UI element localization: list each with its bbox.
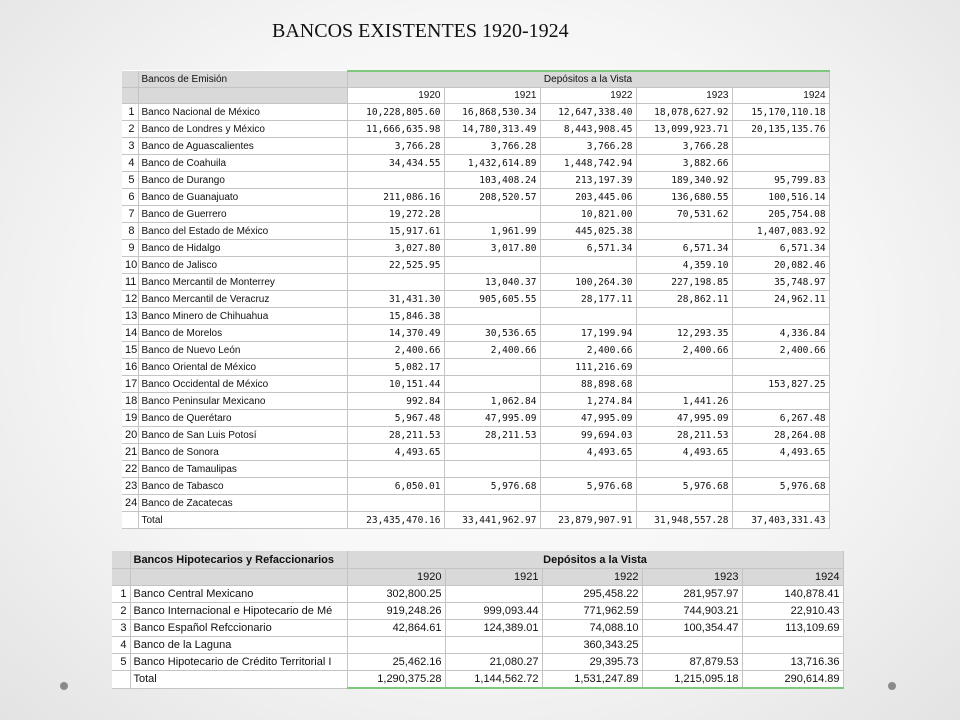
deposit-value: 13,099,923.71 — [636, 121, 732, 138]
deposit-value: 100,264.30 — [540, 274, 636, 291]
table-row — [112, 586, 843, 603]
bank-name: Banco Español Refccionario — [130, 620, 347, 637]
deposit-value: 919,248.26 — [347, 603, 445, 620]
bank-name: Banco de Hidalgo — [138, 240, 347, 257]
total-value: 33,441,962.97 — [444, 512, 540, 529]
total-value: 37,403,331.43 — [732, 512, 829, 529]
deposit-value: 140,878.41 — [742, 586, 843, 603]
corner-cell — [112, 551, 130, 569]
mortgage-banks-table — [112, 551, 844, 689]
bank-name: Banco de Tabasco — [138, 478, 347, 495]
deposit-value: 47,995.09 — [636, 410, 732, 427]
deposit-value: 12,293.35 — [636, 325, 732, 342]
blank-cell — [112, 671, 130, 689]
deposit-value: 445,025.38 — [540, 223, 636, 240]
deposit-value: 95,799.83 — [732, 172, 829, 189]
deposit-value: 771,962.59 — [542, 603, 642, 620]
deposit-value — [540, 308, 636, 325]
bank-name: Banco de San Luis Potosí — [138, 427, 347, 444]
table-row — [122, 138, 829, 155]
row-number: 22 — [122, 461, 138, 478]
year-header: 1921 — [445, 569, 542, 586]
deposit-value — [445, 586, 542, 603]
deposit-value — [636, 308, 732, 325]
row-number: 2 — [122, 121, 138, 138]
bank-name: Banco Central Mexicano — [130, 586, 347, 603]
blank-cell — [138, 88, 347, 104]
row-number: 11 — [122, 274, 138, 291]
deposit-value: 28,211.53 — [347, 427, 444, 444]
table-row — [112, 603, 843, 620]
year-header: 1922 — [542, 569, 642, 586]
blank-cell — [130, 569, 347, 586]
deposit-value: 2,400.66 — [347, 342, 444, 359]
deposit-value: 103,408.24 — [444, 172, 540, 189]
row-number: 21 — [122, 444, 138, 461]
deposit-value: 21,080.27 — [445, 654, 542, 671]
deposit-value: 5,976.68 — [540, 478, 636, 495]
deposit-value — [444, 376, 540, 393]
bank-name: Banco de Aguascalientes — [138, 138, 347, 155]
deposit-value: 13,716.36 — [742, 654, 843, 671]
table-row — [122, 461, 829, 478]
deposit-value: 4,493.65 — [732, 444, 829, 461]
table-row — [122, 444, 829, 461]
row-number: 9 — [122, 240, 138, 257]
table-row — [122, 410, 829, 427]
deposit-value — [444, 461, 540, 478]
deposit-value: 1,961.99 — [444, 223, 540, 240]
bank-name: Banco de Durango — [138, 172, 347, 189]
deposit-value: 211,086.16 — [347, 189, 444, 206]
deposit-value: 302,800.25 — [347, 586, 445, 603]
table-row — [122, 342, 829, 359]
table-row — [122, 325, 829, 342]
deposit-value: 3,882.66 — [636, 155, 732, 172]
deposit-value: 6,267.48 — [732, 410, 829, 427]
row-number: 19 — [122, 410, 138, 427]
row-number: 14 — [122, 325, 138, 342]
row-number: 24 — [122, 495, 138, 512]
deposit-value: 6,571.34 — [540, 240, 636, 257]
deposit-value: 6,050.01 — [347, 478, 444, 495]
deposit-value: 22,910.43 — [742, 603, 843, 620]
row-number: 20 — [122, 427, 138, 444]
table-row — [112, 637, 843, 654]
deposit-value: 10,821.00 — [540, 206, 636, 223]
bank-name: Banco de Tamaulipas — [138, 461, 347, 478]
deposit-value — [444, 257, 540, 274]
bank-name: Banco Mercantil de Veracruz — [138, 291, 347, 308]
deposit-value — [636, 461, 732, 478]
bank-name: Banco del Estado de México — [138, 223, 347, 240]
table-row — [122, 172, 829, 189]
bank-name: Banco de Guerrero — [138, 206, 347, 223]
deposit-value: 111,216.69 — [540, 359, 636, 376]
deposit-value: 10,151.44 — [347, 376, 444, 393]
deposit-value — [742, 637, 843, 654]
total-value: 23,879,907.91 — [540, 512, 636, 529]
blank-cell — [122, 88, 138, 104]
year-header: 1923 — [642, 569, 742, 586]
table-row — [122, 206, 829, 223]
deposit-value: 6,571.34 — [636, 240, 732, 257]
deposit-value: 4,336.84 — [732, 325, 829, 342]
row-number: 6 — [122, 189, 138, 206]
header-label: Bancos de Emisión — [138, 71, 347, 88]
table-row — [122, 478, 829, 495]
banks-of-issue-body — [122, 71, 829, 529]
nav-dot-left — [60, 682, 68, 690]
header-group: Depósitos a la Vista — [347, 551, 843, 569]
bank-name: Banco Internacional e Hipotecario de Mé — [130, 603, 347, 620]
deposit-value: 100,516.14 — [732, 189, 829, 206]
deposit-value: 905,605.55 — [444, 291, 540, 308]
deposit-value: 16,868,530.34 — [444, 104, 540, 121]
table-header-row — [122, 71, 829, 88]
table-row — [122, 257, 829, 274]
row-number: 18 — [122, 393, 138, 410]
deposit-value: 74,088.10 — [542, 620, 642, 637]
deposit-value — [732, 495, 829, 512]
year-header: 1920 — [347, 88, 444, 104]
deposit-value: 2,400.66 — [540, 342, 636, 359]
deposit-value: 31,431.30 — [347, 291, 444, 308]
bank-name: Banco Oriental de México — [138, 359, 347, 376]
deposit-value: 295,458.22 — [542, 586, 642, 603]
total-row — [112, 671, 843, 689]
row-number: 5 — [112, 654, 130, 671]
year-header: 1923 — [636, 88, 732, 104]
deposit-value — [444, 359, 540, 376]
table-row — [122, 155, 829, 172]
bank-name: Banco de Jalisco — [138, 257, 347, 274]
deposit-value: 999,093.44 — [445, 603, 542, 620]
deposit-value — [347, 274, 444, 291]
deposit-value: 4,493.65 — [636, 444, 732, 461]
deposit-value — [642, 637, 742, 654]
bank-name: Banco de Zacatecas — [138, 495, 347, 512]
row-number: 16 — [122, 359, 138, 376]
deposit-value: 744,903.21 — [642, 603, 742, 620]
deposit-value: 28,211.53 — [444, 427, 540, 444]
deposit-value: 4,359.10 — [636, 257, 732, 274]
row-number: 2 — [112, 603, 130, 620]
table-row — [122, 291, 829, 308]
row-number: 8 — [122, 223, 138, 240]
year-header-row — [112, 569, 843, 586]
nav-dot-right — [888, 682, 896, 690]
deposit-value: 4,493.65 — [540, 444, 636, 461]
deposit-value: 14,370.49 — [347, 325, 444, 342]
deposit-value: 5,967.48 — [347, 410, 444, 427]
table-header-row — [112, 551, 843, 569]
deposit-value: 19,272.28 — [347, 206, 444, 223]
deposit-value: 28,264.08 — [732, 427, 829, 444]
deposit-value: 13,040.37 — [444, 274, 540, 291]
total-value: 1,531,247.89 — [542, 671, 642, 689]
deposit-value — [636, 495, 732, 512]
year-header: 1924 — [742, 569, 843, 586]
deposit-value: 205,754.08 — [732, 206, 829, 223]
deposit-value: 47,995.09 — [444, 410, 540, 427]
deposit-value: 1,407,083.92 — [732, 223, 829, 240]
deposit-value — [732, 138, 829, 155]
row-number: 4 — [122, 155, 138, 172]
deposit-value: 5,976.68 — [636, 478, 732, 495]
deposit-value: 15,846.38 — [347, 308, 444, 325]
deposit-value: 6,571.34 — [732, 240, 829, 257]
deposit-value: 10,228,805.60 — [347, 104, 444, 121]
deposit-value: 29,395.73 — [542, 654, 642, 671]
row-number: 7 — [122, 206, 138, 223]
deposit-value — [347, 172, 444, 189]
deposit-value: 3,766.28 — [444, 138, 540, 155]
deposit-value: 3,766.28 — [636, 138, 732, 155]
deposit-value: 2,400.66 — [636, 342, 732, 359]
table-row — [122, 376, 829, 393]
bank-name: Banco de Morelos — [138, 325, 347, 342]
table-row — [122, 104, 829, 121]
deposit-value — [347, 495, 444, 512]
deposit-value — [444, 495, 540, 512]
total-value: 1,290,375.28 — [347, 671, 445, 689]
deposit-value: 28,862.11 — [636, 291, 732, 308]
deposit-value: 12,647,338.40 — [540, 104, 636, 121]
deposit-value: 360,343.25 — [542, 637, 642, 654]
bank-name: Banco Mercantil de Monterrey — [138, 274, 347, 291]
deposit-value: 20,135,135.76 — [732, 121, 829, 138]
banks-of-issue-table — [122, 70, 830, 529]
row-number: 4 — [112, 637, 130, 654]
bank-name: Banco de Sonora — [138, 444, 347, 461]
mortgage-banks-body — [112, 551, 843, 688]
deposit-value: 4,493.65 — [347, 444, 444, 461]
deposit-value: 5,082.17 — [347, 359, 444, 376]
deposit-value: 189,340.92 — [636, 172, 732, 189]
bank-name: Banco de Guanajuato — [138, 189, 347, 206]
deposit-value: 113,109.69 — [742, 620, 843, 637]
bank-name: Banco de Coahuila — [138, 155, 347, 172]
row-number: 3 — [122, 138, 138, 155]
table-row — [112, 654, 843, 671]
total-label: Total — [138, 512, 347, 529]
deposit-value: 11,666,635.98 — [347, 121, 444, 138]
row-number: 23 — [122, 478, 138, 495]
deposit-value: 34,434.55 — [347, 155, 444, 172]
deposit-value: 203,445.06 — [540, 189, 636, 206]
table-row — [122, 189, 829, 206]
deposit-value: 14,780,313.49 — [444, 121, 540, 138]
deposit-value: 18,078,627.92 — [636, 104, 732, 121]
deposit-value: 25,462.16 — [347, 654, 445, 671]
row-number: 10 — [122, 257, 138, 274]
year-header: 1920 — [347, 569, 445, 586]
total-value: 31,948,557.28 — [636, 512, 732, 529]
slide-title: BANCOS EXISTENTES 1920-1924 — [272, 20, 569, 42]
deposit-value: 20,082.46 — [732, 257, 829, 274]
total-row — [122, 512, 829, 529]
table-row — [122, 495, 829, 512]
deposit-value: 3,027.80 — [347, 240, 444, 257]
deposit-value — [347, 637, 445, 654]
header-label: Bancos Hipotecarios y Refaccionarios — [130, 551, 347, 569]
deposit-value: 8,443,908.45 — [540, 121, 636, 138]
deposit-value: 99,694.03 — [540, 427, 636, 444]
deposit-value — [732, 461, 829, 478]
deposit-value: 5,976.68 — [444, 478, 540, 495]
deposit-value — [540, 461, 636, 478]
row-number: 15 — [122, 342, 138, 359]
bank-name: Banco de la Laguna — [130, 637, 347, 654]
bank-name: Banco Hipotecario de Crédito Territorial I — [130, 654, 347, 671]
deposit-value: 1,441.26 — [636, 393, 732, 410]
deposit-value: 153,827.25 — [732, 376, 829, 393]
year-header: 1924 — [732, 88, 829, 104]
deposit-value: 22,525.95 — [347, 257, 444, 274]
row-number: 12 — [122, 291, 138, 308]
deposit-value: 17,199.94 — [540, 325, 636, 342]
deposit-value: 124,389.01 — [445, 620, 542, 637]
bank-name: Banco Peninsular Mexicano — [138, 393, 347, 410]
deposit-value: 88,898.68 — [540, 376, 636, 393]
table-row — [122, 274, 829, 291]
deposit-value: 1,448,742.94 — [540, 155, 636, 172]
deposit-value: 35,748.97 — [732, 274, 829, 291]
deposit-value: 3,017.80 — [444, 240, 540, 257]
bank-name: Banco Occidental de México — [138, 376, 347, 393]
deposit-value: 213,197.39 — [540, 172, 636, 189]
blank-cell — [112, 569, 130, 586]
total-value: 1,215,095.18 — [642, 671, 742, 689]
row-number: 5 — [122, 172, 138, 189]
deposit-value: 208,520.57 — [444, 189, 540, 206]
table-row — [122, 308, 829, 325]
deposit-value: 100,354.47 — [642, 620, 742, 637]
deposit-value: 3,766.28 — [540, 138, 636, 155]
row-number: 1 — [122, 104, 138, 121]
bank-name: Banco de Querétaro — [138, 410, 347, 427]
deposit-value: 2,400.66 — [732, 342, 829, 359]
deposit-value: 24,962.11 — [732, 291, 829, 308]
deposit-value — [732, 393, 829, 410]
bank-name: Banco Minero de Chihuahua — [138, 308, 347, 325]
year-header: 1922 — [540, 88, 636, 104]
deposit-value: 2,400.66 — [444, 342, 540, 359]
corner-cell — [122, 71, 138, 88]
deposit-value — [636, 223, 732, 240]
row-number: 17 — [122, 376, 138, 393]
deposit-value: 70,531.62 — [636, 206, 732, 223]
deposit-value — [540, 495, 636, 512]
deposit-value — [636, 376, 732, 393]
row-number: 3 — [112, 620, 130, 637]
table-row — [122, 121, 829, 138]
table-row — [122, 240, 829, 257]
total-value: 1,144,562.72 — [445, 671, 542, 689]
deposit-value: 15,917.61 — [347, 223, 444, 240]
deposit-value: 47,995.09 — [540, 410, 636, 427]
table-row — [122, 393, 829, 410]
table-row — [122, 359, 829, 376]
row-number: 13 — [122, 308, 138, 325]
deposit-value — [732, 308, 829, 325]
deposit-value — [732, 359, 829, 376]
table-row — [122, 223, 829, 240]
deposit-value — [445, 637, 542, 654]
deposit-value: 1,274.84 — [540, 393, 636, 410]
deposit-value: 5,976.68 — [732, 478, 829, 495]
total-value: 290,614.89 — [742, 671, 843, 689]
deposit-value: 30,536.65 — [444, 325, 540, 342]
deposit-value: 1,432,614.89 — [444, 155, 540, 172]
deposit-value: 136,680.55 — [636, 189, 732, 206]
deposit-value — [540, 257, 636, 274]
deposit-value — [444, 206, 540, 223]
total-label: Total — [130, 671, 347, 689]
deposit-value: 87,879.53 — [642, 654, 742, 671]
deposit-value: 1,062.84 — [444, 393, 540, 410]
total-value: 23,435,470.16 — [347, 512, 444, 529]
row-number: 1 — [112, 586, 130, 603]
header-group: Depósitos a la Vista — [347, 71, 829, 88]
deposit-value — [444, 444, 540, 461]
deposit-value — [444, 308, 540, 325]
table-row — [112, 620, 843, 637]
deposit-value: 281,957.97 — [642, 586, 742, 603]
bank-name: Banco Nacional de México — [138, 104, 347, 121]
deposit-value: 28,177.11 — [540, 291, 636, 308]
deposit-value — [732, 155, 829, 172]
table-row — [122, 427, 829, 444]
deposit-value: 15,170,110.18 — [732, 104, 829, 121]
year-header-row — [122, 88, 829, 104]
deposit-value — [347, 461, 444, 478]
blank-cell — [122, 512, 138, 529]
deposit-value: 42,864.61 — [347, 620, 445, 637]
deposit-value: 28,211.53 — [636, 427, 732, 444]
deposit-value: 227,198.85 — [636, 274, 732, 291]
year-header: 1921 — [444, 88, 540, 104]
bank-name: Banco de Nuevo León — [138, 342, 347, 359]
deposit-value — [636, 359, 732, 376]
bank-name: Banco de Londres y México — [138, 121, 347, 138]
deposit-value: 3,766.28 — [347, 138, 444, 155]
deposit-value: 992.84 — [347, 393, 444, 410]
